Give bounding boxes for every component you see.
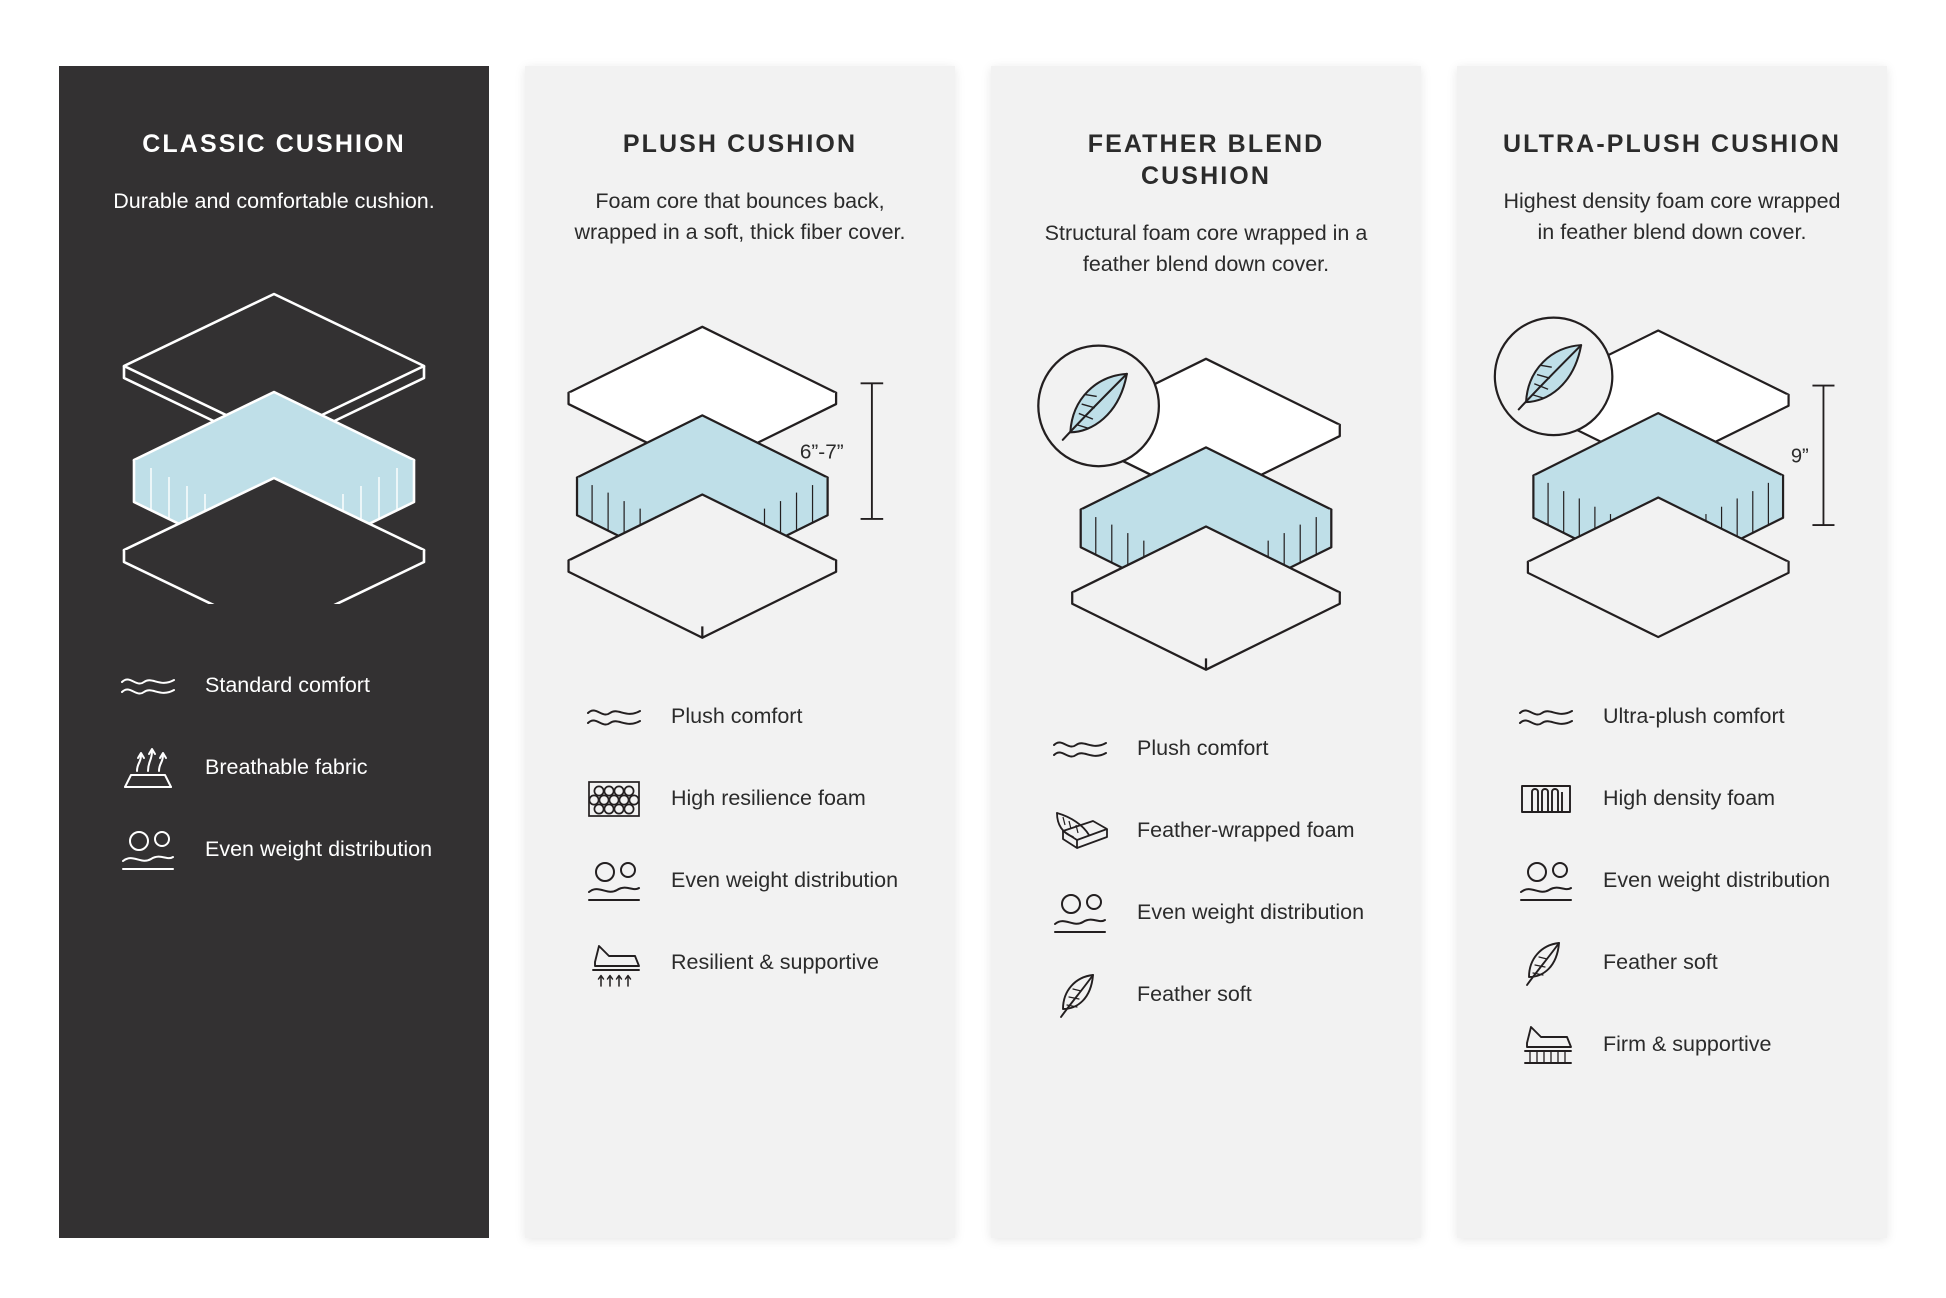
- honeycomb-foam-icon: [583, 771, 645, 827]
- card-description: Foam core that bounces back, wrapped in a soft, thick fiber cover.: [574, 189, 906, 245]
- feature-label: Even weight distribution: [1603, 868, 1831, 893]
- even-weight-distribution-icon: [583, 853, 645, 909]
- exploded-cushion-illustration: [561, 300, 919, 640]
- high-density-foam-icon: [1515, 771, 1577, 827]
- feature-list: [1027, 720, 1385, 1024]
- feature-item: [583, 934, 905, 992]
- wave-comfort-icon: [1049, 721, 1111, 777]
- card-title: CLASSIC CUSHION: [142, 130, 406, 158]
- exploded-cushion-illustration: [109, 274, 439, 604]
- feature-label: Feather soft: [1603, 950, 1718, 975]
- card-title: ULTRA-PLUSH CUSHION: [1502, 130, 1842, 158]
- feature-item: [583, 770, 905, 828]
- dimension-label: 9”: [1790, 446, 1809, 469]
- feature-label: Plush comfort: [1137, 736, 1269, 761]
- feature-label: Plush comfort: [671, 704, 803, 729]
- feature-item: [583, 852, 905, 910]
- feature-item: [117, 657, 439, 715]
- wave-comfort-icon: [583, 689, 645, 745]
- feature-label: Standard comfort: [205, 673, 370, 698]
- feature-item: [1049, 802, 1371, 860]
- feature-label: Even weight distribution: [1137, 900, 1365, 925]
- even-weight-distribution-icon: [1515, 853, 1577, 909]
- lounger-support-icon: [583, 935, 645, 991]
- feature-item: [1515, 852, 1837, 910]
- feature-item: [1515, 688, 1837, 746]
- dimension-label: 6”-7”: [799, 441, 844, 465]
- wave-comfort-icon: [1515, 689, 1577, 745]
- feature-item: [1049, 884, 1371, 942]
- card-ultra-plush-cushion: [1457, 66, 1887, 1238]
- feature-list: [1493, 688, 1851, 1074]
- card-description: Highest density foam core wrapped in feather blend down cover.: [1503, 189, 1841, 245]
- feature-label: High density foam: [1603, 786, 1776, 811]
- feather-icon: [1049, 967, 1111, 1023]
- exploded-cushion-illustration: [1493, 300, 1851, 640]
- cushion-diagram-ultra-plush: [1493, 270, 1851, 670]
- card-feather-blend-cushion: [991, 66, 1421, 1238]
- feature-label: Breathable fabric: [205, 755, 368, 780]
- feature-item: [1049, 720, 1371, 778]
- lounger-support-icon: [1515, 1017, 1577, 1073]
- feature-label: Feather soft: [1137, 982, 1252, 1007]
- feature-item: [117, 821, 439, 879]
- cushion-diagram-classic: [95, 239, 453, 639]
- card-description: Durable and comfortable cushion.: [113, 189, 435, 213]
- card-title: FEATHER BLEND CUSHION: [1087, 130, 1325, 190]
- feature-label: Even weight distribution: [205, 837, 433, 862]
- feature-list: [561, 688, 919, 992]
- feature-label: High resilience foam: [671, 786, 866, 811]
- feature-label: Even weight distribution: [671, 868, 899, 893]
- feature-item: [1515, 934, 1837, 992]
- even-weight-distribution-icon: [117, 822, 179, 878]
- card-classic-cushion: [59, 66, 489, 1238]
- even-weight-distribution-icon: [1049, 885, 1111, 941]
- exploded-cushion-illustration: [1027, 332, 1385, 672]
- feature-label: Firm & supportive: [1603, 1032, 1772, 1057]
- feature-label: Feather-wrapped foam: [1137, 818, 1355, 843]
- cushion-diagram-plush: [561, 270, 919, 670]
- feature-item: [1515, 770, 1837, 828]
- wave-comfort-icon: [117, 658, 179, 714]
- feature-label: Resilient & supportive: [671, 950, 879, 975]
- feather-icon: [1515, 935, 1577, 991]
- card-description: Structural foam core wrapped in a feather blend down cover.: [1044, 221, 1368, 277]
- feature-item: [583, 688, 905, 746]
- feature-list: [95, 657, 453, 879]
- feature-item: [1049, 966, 1371, 1024]
- feather-wrapped-foam-icon: [1049, 803, 1111, 859]
- card-title: PLUSH CUSHION: [622, 130, 858, 158]
- feather-badge-icon: [1038, 346, 1159, 467]
- card-plush-cushion: [525, 66, 955, 1238]
- cushion-diagram-feather-blend: [1027, 302, 1385, 702]
- feather-badge-icon: [1495, 318, 1612, 435]
- feature-label: Ultra-plush comfort: [1603, 704, 1785, 729]
- feature-item: [1515, 1016, 1837, 1074]
- breathable-fabric-icon: [117, 740, 179, 796]
- feature-item: [117, 739, 439, 797]
